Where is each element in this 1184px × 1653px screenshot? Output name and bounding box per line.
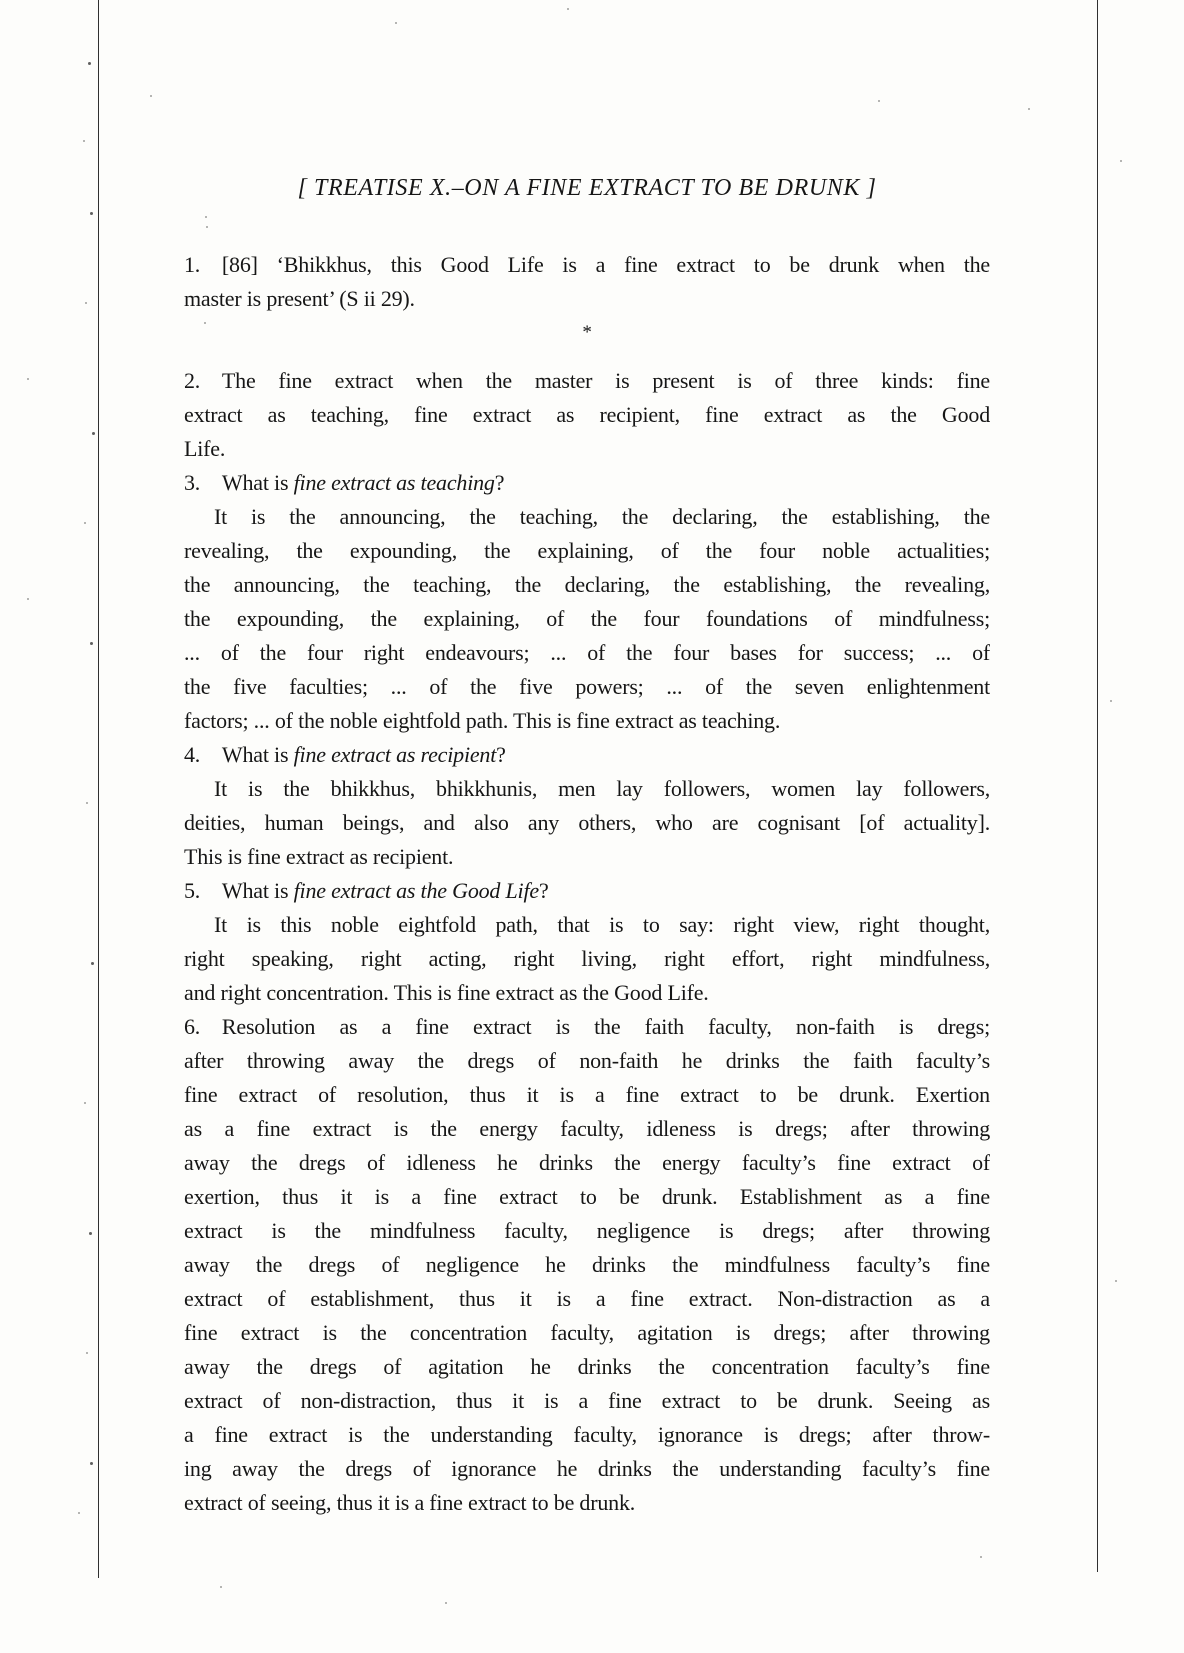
question-4 bbox=[184, 738, 990, 772]
text-line: and right concentration. This is fine extract as the Good Life. bbox=[184, 980, 709, 1005]
text-line: Life. bbox=[184, 436, 226, 461]
page-text-block bbox=[184, 170, 990, 1520]
text-line: deities, human beings, and also any others, who are cognisant [of actuality]. bbox=[184, 810, 990, 835]
text-line: away the dregs of idleness he drinks the energy faculty’s fine extract of bbox=[184, 1150, 990, 1175]
text-line: the five faculties; ... of the five powers; ... of the seven enlightenment bbox=[184, 674, 990, 699]
text-line: revealing, the expounding, the explaining, of the four noble actualities; bbox=[184, 538, 990, 563]
text-line: It is the bhikkhus, bhikkhunis, men lay followers, women lay followers, bbox=[214, 776, 990, 801]
question-3 bbox=[184, 466, 990, 500]
text-line: the expounding, the explaining, of the four foundations of mindfulness; bbox=[184, 606, 990, 631]
question-italic-phrase: fine extract as teaching bbox=[293, 470, 495, 495]
text-line: It is the announcing, the teaching, the declaring, the establishing, the bbox=[214, 504, 990, 529]
text-line: This is fine extract as recipient. bbox=[184, 844, 454, 869]
text-line: the announcing, the teaching, the declaring, the establishing, the revealing, bbox=[184, 572, 990, 597]
paragraph-6 bbox=[184, 1010, 990, 1520]
question-text: 3. What is bbox=[184, 470, 294, 495]
text-line: a fine extract is the understanding faculty, ignorance is dregs; after throw- bbox=[184, 1422, 990, 1447]
text-line: fine extract is the concentration faculty, agitation is dregs; after throwing bbox=[184, 1320, 990, 1345]
text-line: away the dregs of negligence he drinks the mindfulness faculty’s fine bbox=[184, 1252, 990, 1277]
text-line: extract is the mindfulness faculty, negligence is dregs; after throwing bbox=[184, 1218, 990, 1243]
paragraph-4 bbox=[184, 772, 990, 874]
text-line: 2. The fine extract when the master is present is of three kinds: fine bbox=[184, 368, 990, 393]
scan-edge-rule-left bbox=[98, 0, 99, 1578]
question-text: ? bbox=[538, 878, 549, 903]
text-line: factors; ... of the noble eightfold path. This is fine extract as teaching. bbox=[184, 708, 781, 733]
text-line: ... of the four right endeavours; ... of the four bases for success; ... of bbox=[184, 640, 990, 665]
scan-edge-rule-right bbox=[1097, 0, 1098, 1572]
question-5 bbox=[184, 874, 990, 908]
question-italic-phrase: fine extract as recipient bbox=[293, 742, 497, 767]
section-separator-asterisk: * bbox=[582, 322, 592, 343]
text-line: as a fine extract is the energy faculty, idleness is dregs; after throwing bbox=[184, 1116, 990, 1141]
text-line: extract of seeing, thus it is a fine extract to be drunk. bbox=[184, 1490, 636, 1515]
paragraph-2 bbox=[184, 364, 990, 466]
treatise-title: [ TREATISE X.–ON A FINE EXTRACT TO BE DRUNK ] bbox=[297, 175, 877, 201]
text-line: 6. Resolution as a fine extract is the faith faculty, non-faith is dregs; bbox=[184, 1014, 990, 1039]
paragraph-3 bbox=[184, 500, 990, 738]
question-text: 4. What is bbox=[184, 742, 294, 767]
text-line: fine extract of resolution, thus it is a fine extract to be drunk. Exertion bbox=[184, 1082, 990, 1107]
paragraph-5 bbox=[184, 908, 990, 1010]
text-line: extract of non-distraction, thus it is a fine extract to be drunk. Seeing as bbox=[184, 1388, 990, 1413]
paragraph-1 bbox=[184, 248, 990, 316]
question-text: 5. What is bbox=[184, 878, 294, 903]
text-line: 1. [86] ‘Bhikkhus, this Good Life is a fine extract to be drunk when the bbox=[184, 252, 990, 277]
text-line: It is this noble eightfold path, that is to say: right view, right thought, bbox=[214, 912, 990, 937]
question-italic-phrase: fine extract as the Good Life bbox=[293, 878, 539, 903]
text-line: extract as teaching, fine extract as recipient, fine extract as the Good bbox=[184, 402, 990, 427]
text-line: right speaking, right acting, right living, right effort, right mindfulness, bbox=[184, 946, 990, 971]
text-line: after throwing away the dregs of non-faith he drinks the faith faculty’s bbox=[184, 1048, 990, 1073]
text-line: master is present’ (S ii 29). bbox=[184, 286, 415, 311]
text-line: ing away the dregs of ignorance he drinks the understanding faculty’s fine bbox=[184, 1456, 990, 1481]
text-line: away the dregs of agitation he drinks the concentration faculty’s fine bbox=[184, 1354, 990, 1379]
text-line: exertion, thus it is a fine extract to be drunk. Establishment as a fine bbox=[184, 1184, 990, 1209]
text-line: extract of establishment, thus it is a fine extract. Non-distraction as a bbox=[184, 1286, 990, 1311]
question-text: ? bbox=[494, 470, 505, 495]
question-text: ? bbox=[496, 742, 506, 767]
